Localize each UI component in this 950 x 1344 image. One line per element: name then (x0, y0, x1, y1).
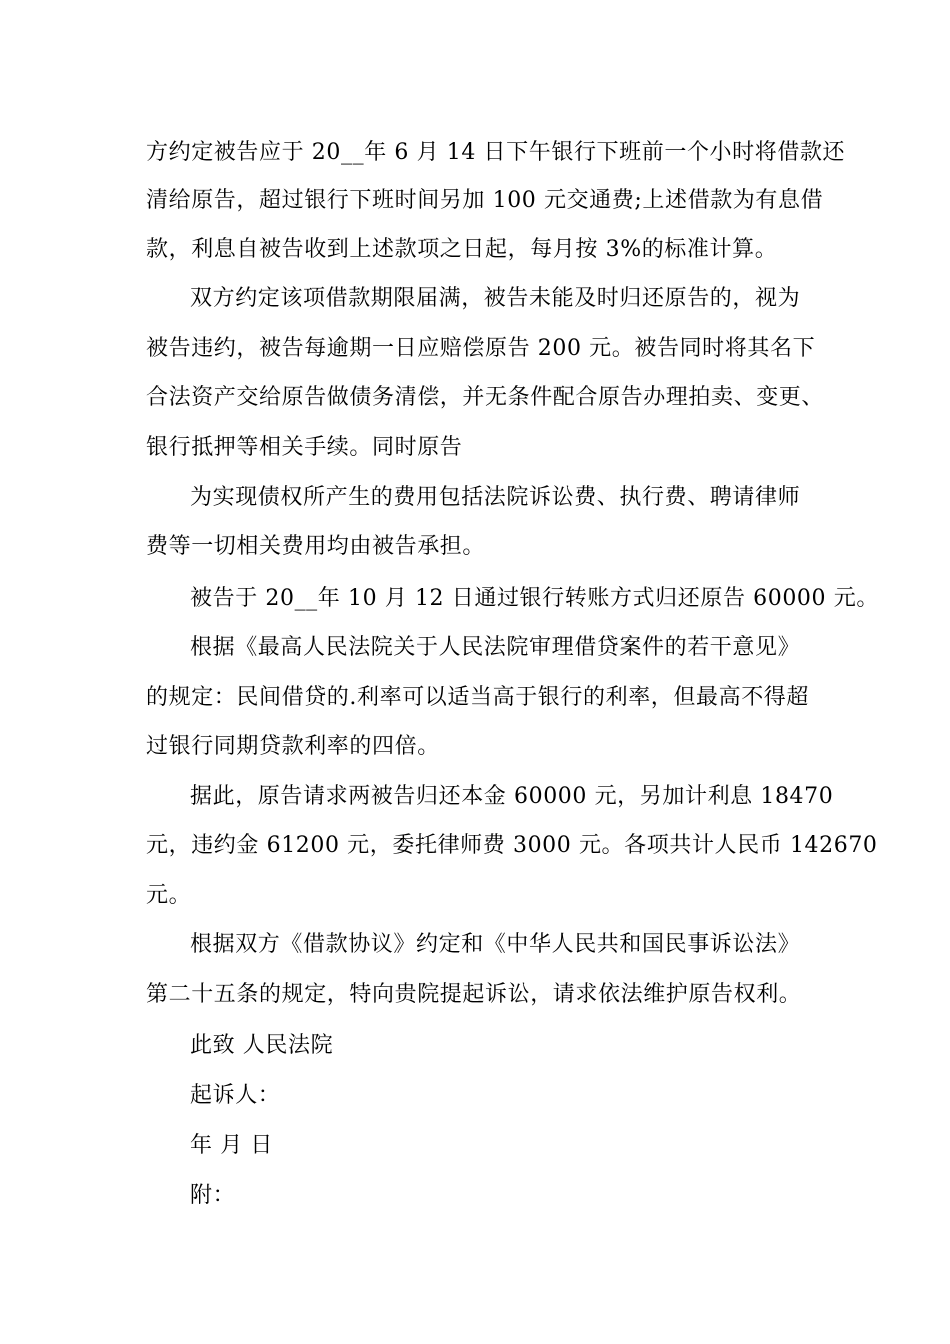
text-line: 被告违约，被告每逾期一日应赔偿原告 200 元。被告同时将其名下 (146, 336, 816, 361)
paragraph-start-line: 被告于 20__年 10 月 12 日通过银行转账方式归还原告 60000 元。 (190, 586, 879, 611)
salutation-line: 此致 人民法院 (190, 1033, 334, 1058)
paragraph-start-line: 据此，原告请求两被告归还本金 60000 元，另加计利息 18470 (190, 784, 834, 809)
text-line: 的规定：民间借贷的.利率可以适当高于银行的利率，但最高不得超 (146, 685, 809, 710)
text-line: 费等一切相关费用均由被告承担。 (146, 534, 486, 559)
text-line: 合法资产交给原告做债务清偿，并无条件配合原告办理拍卖、变更、 (146, 385, 825, 410)
text-line: 过银行同期贷款利率的四倍。 (146, 734, 440, 759)
text-line: 元。 (146, 883, 192, 908)
text-line: 银行抵押等相关手续。同时原告 (146, 435, 463, 460)
plaintiff-signature-line: 起诉人： (190, 1083, 281, 1108)
text-line: 第二十五条的规定，特向贵院提起诉讼，请求依法维护原告权利。 (146, 982, 802, 1007)
text-line: 清给原告，超过银行下班时间另加 100 元交通费;上述借款为有息借 (146, 188, 824, 213)
paragraph-start-line: 为实现债权所产生的费用包括法院诉讼费、执行费、聘请律师 (190, 485, 801, 510)
text-line: 方约定被告应于 20__年 6 月 14 日下午银行下班前一个小时将借款还 (146, 140, 846, 165)
attachment-line: 附： (190, 1183, 236, 1208)
text-line: 元，违约金 61200 元，委托律师费 3000 元。各项共计人民币 142670 (146, 833, 878, 858)
paragraph-start-line: 双方约定该项借款期限届满，被告未能及时归还原告的，视为 (190, 286, 801, 311)
text-line: 款，利息自被告收到上述款项之日起，每月按 3%的标准计算。 (146, 237, 778, 262)
paragraph-start-line: 根据双方《借款协议》约定和《中华人民共和国民事诉讼法》 (190, 932, 801, 957)
date-line: 年 月 日 (190, 1133, 273, 1158)
paragraph-start-line: 根据《最高人民法院关于人民法院审理借贷案件的若干意见》 (190, 635, 801, 660)
